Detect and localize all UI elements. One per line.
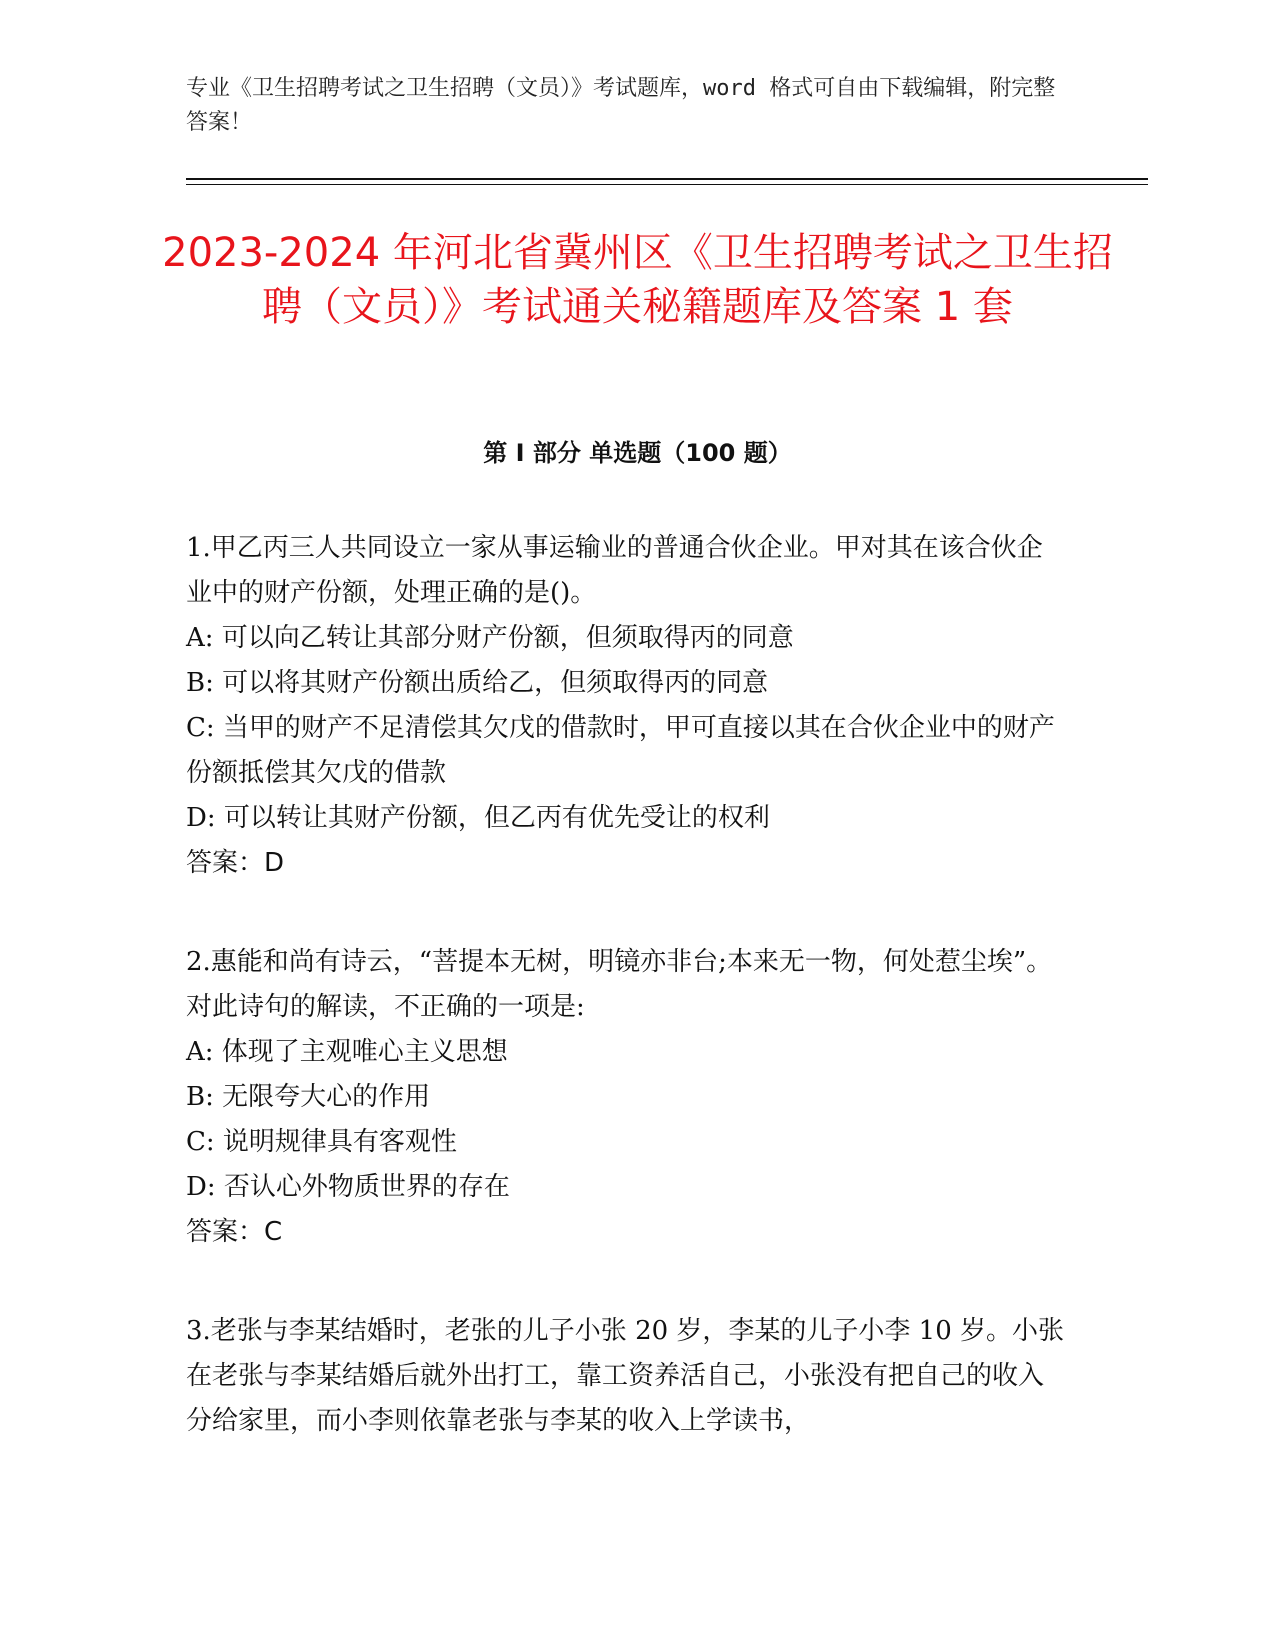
header-note: 专业《卫生招聘考试之卫生招聘（文员）》考试题库，word 格式可自由下载编辑，附完整答案！ (186, 76, 1056, 135)
option-c: C: 当甲的财产不足清偿其欠戊的借款时，甲可直接以其在合伙企业中的财产份额抵偿其欠戊的借款 (186, 713, 1055, 788)
question-3 (186, 1309, 1066, 1444)
section-heading: 第 I 部分 单选题（100 题） (483, 439, 792, 467)
question-stem: 3.老张与李某结婚时，老张的儿子小张 20 岁，李某的儿子小李 10 岁。小张在老张与李某结婚后就外出打工，靠工资养活自己，小张没有把自己的收入分给家里，而小李则依靠老张与李某的收入上学读书， (186, 1316, 1065, 1436)
question-1 (186, 526, 1066, 886)
question-stem: 2.惠能和尚有诗云，“菩提本无树，明镜亦非台;本来无一物，何处惹尘埃”。对此诗句的解读，不正确的一项是: (186, 947, 1053, 1022)
answer-line: 答案：C (186, 1217, 283, 1247)
option-a: A: 体现了主观唯心主义思想 (186, 1037, 508, 1067)
header-rule (186, 178, 1148, 185)
option-a: A: 可以向乙转让其部分财产份额，但须取得丙的同意 (186, 623, 794, 653)
question-stem: 1.甲乙丙三人共同设立一家从事运输业的普通合伙企业。甲对其在该合伙企业中的财产份额，处理正确的是()。 (186, 533, 1043, 608)
option-d: D: 否认心外物质世界的存在 (186, 1172, 510, 1202)
answer-line: 答案：D (186, 848, 285, 878)
question-list (186, 526, 1066, 1498)
option-b: B: 无限夸大心的作用 (186, 1082, 431, 1112)
question-2 (186, 940, 1066, 1255)
document-title: 2023-2024 年河北省冀州区《卫生招聘考试之卫生招聘（文员）》考试通关秘籍题库及答案 1 套 (162, 230, 1113, 330)
option-c: C: 说明规律具有客观性 (186, 1127, 457, 1157)
option-d: D: 可以转让其财产份额，但乙丙有优先受让的权利 (186, 803, 770, 833)
option-b: B: 可以将其财产份额出质给乙，但须取得丙的同意 (186, 668, 769, 698)
